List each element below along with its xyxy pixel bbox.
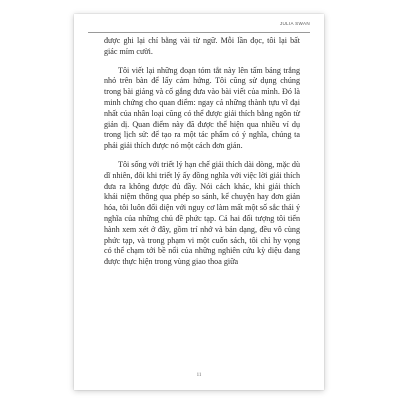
page-body (104, 36, 300, 276)
paragraph: Tôi viết lại những đoạn tóm tắt này lên tấm bảng trắng nhỏ trên bàn để lấy cảm hứng. Tôi cũng sử dụng chúng trong bài giảng và cố gắng đưa vào bài viết của mình. Đó là minh chứng cho quan điểm: ngay cả những thành tựu vĩ đại nhất của nhân loại cũng có thể được giải thích bằng ngôn từ giản dị. Quan điểm này đã được thể hiện qua nhiều ví dụ trong lịch sử: để tạo ra một tác phẩm có ý nghĩa, chúng ta phải giải thích được nó một cách đơn giản. (104, 65, 300, 151)
paragraph-continued: được ghi lại chỉ bằng vài từ ngữ. Mỗi lần đọc, tôi lại bất giác mỉm cười. (104, 36, 300, 56)
page-header (88, 20, 310, 33)
page-number: 11 (196, 373, 202, 378)
paragraph: Tôi sống với triết lý hạn chế giải thích dài dòng, mặc dù dĩ nhiên, đôi khi triết lý ấy đồng nghĩa với việc lời giải thích đưa ra không được đủ đầy. Nói cách khác, khi giải thích khái niệm thông qua phép so sánh, kể chuyện hay đơn giản hóa, tôi luôn đối diện với nguy cơ làm mất một số sắc thái ý nghĩa của những chủ đề phức tạp. Cả hai đối tượng tôi tiến hành xem xét ở đây, gồm trí nhớ và bản dạng, đều vô cùng phức tạp, và trong phạm vi một cuốn sách, tôi chỉ hy vọng có thể chạm tới bề nổi của những nghiên cứu kỳ diệu đang được thực hiện trong vùng giao thoa giữa (104, 159, 300, 267)
book-page (74, 14, 324, 390)
running-head: JULIA SWAN (279, 21, 310, 26)
